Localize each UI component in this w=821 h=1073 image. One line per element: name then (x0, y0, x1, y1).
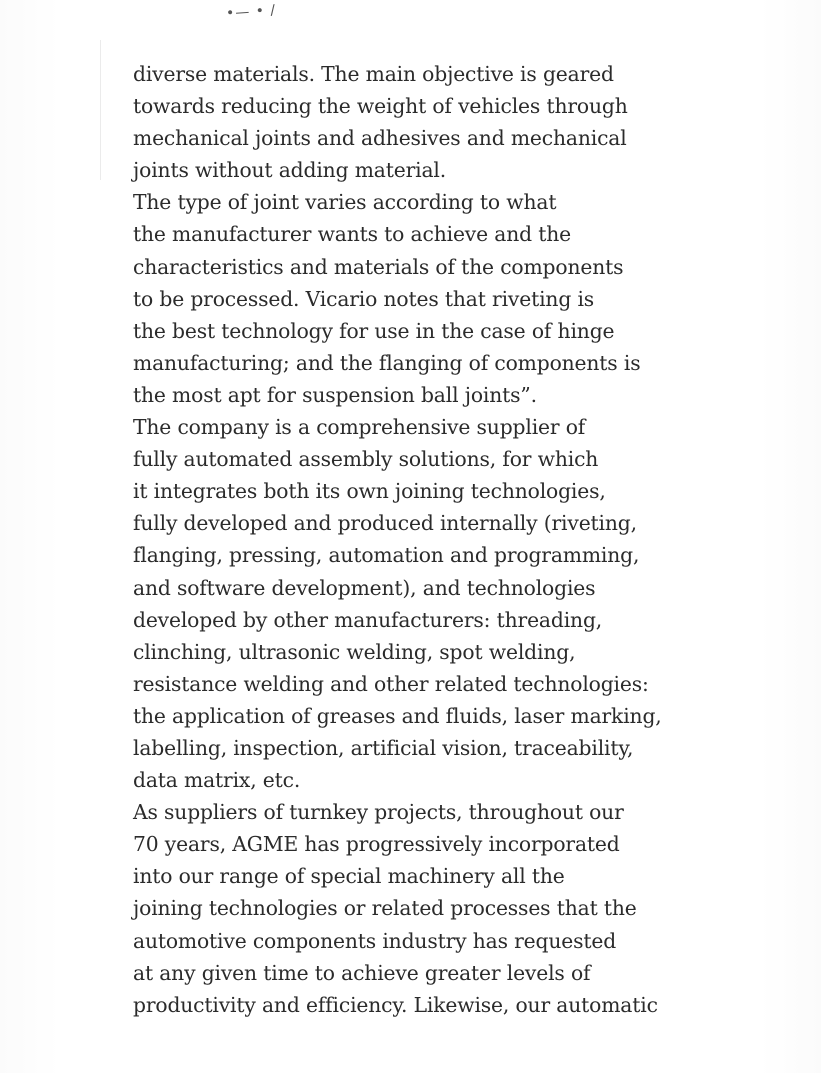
text-line: productivity and efficiency. Likewise, our automatic (133, 992, 658, 1017)
text-line: automotive components industry has requested (133, 928, 617, 953)
text-line: labelling, inspection, artificial vision, traceability, (133, 735, 634, 760)
text-line: to be processed. Vicario notes that riveting is (133, 286, 595, 311)
text-line: diverse materials. The main objective is geared (133, 62, 614, 86)
page-edge-shadow (100, 40, 101, 180)
text-line: and software development), and technologies (133, 575, 596, 600)
text-line: mechanical joints and adhesives and mechanical (133, 126, 627, 151)
text-line: at any given time to achieve greater levels of (133, 960, 591, 985)
text-line: into our range of special machinery all the (133, 864, 565, 889)
text-line: developed by other manufacturers: threading, (133, 607, 603, 632)
text-line: the most apt for suspension ball joints”. (133, 382, 537, 407)
text-line: the application of greases and fluids, laser marking, (133, 703, 662, 728)
article-body (133, 58, 773, 1021)
text-line: clinching, ultrasonic welding, spot welding, (133, 639, 576, 664)
text-line: flanging, pressing, automation and programming, (133, 543, 640, 568)
text-line: joining technologies or related processes that the (133, 896, 637, 921)
text-line: the best technology for use in the case of hinge (133, 318, 615, 343)
text-line: 70 years, AGME has progressively incorporated (133, 832, 620, 857)
scan-artifact-mark: •— • ∕ (225, 2, 277, 22)
text-line: data matrix, etc. (133, 768, 301, 793)
text-line: joints without adding material. (133, 158, 447, 183)
text-line: The type of joint varies according to what (133, 190, 557, 215)
text-line: the manufacturer wants to achieve and the (133, 222, 571, 247)
text-line: The company is a comprehensive supplier of (133, 415, 586, 440)
text-line: fully automated assembly solutions, for which (133, 447, 599, 472)
text-line: characteristics and materials of the components (133, 254, 624, 279)
text-line: manufacturing; and the flanging of components is (133, 350, 641, 375)
text-line: it integrates both its own joining technologies, (133, 479, 606, 504)
text-line: fully developed and produced internally (riveting, (133, 511, 637, 536)
text-line: resistance welding and other related technologies: (133, 671, 649, 696)
text-line: As suppliers of turnkey projects, throughout our (133, 800, 624, 825)
text-line: towards reducing the weight of vehicles through (133, 94, 628, 119)
